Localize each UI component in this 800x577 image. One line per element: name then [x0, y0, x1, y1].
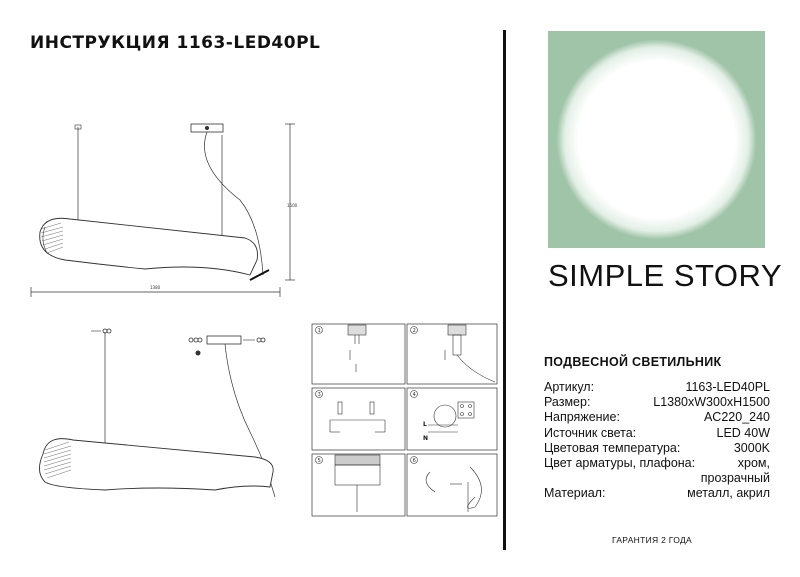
- step-5-number: 5: [317, 458, 321, 464]
- spec-value: металл, акрил: [687, 486, 770, 501]
- brand-logo: [548, 31, 765, 248]
- spec-label: Размер:: [544, 395, 591, 410]
- step-6-number: 6: [412, 458, 416, 464]
- page-title: ИНСТРУКЦИЯ 1163-LED40PL: [30, 33, 321, 53]
- warranty-note: ГАРАНТИЯ 2 ГОДА: [612, 535, 692, 545]
- installation-steps: [310, 322, 500, 518]
- step-4-number: 4: [412, 392, 416, 398]
- step-3-number: 3: [317, 392, 321, 398]
- product-drawing-top: [25, 115, 300, 305]
- spec-value: L1380xW300xH1500: [653, 395, 770, 410]
- step-4-panel: [407, 388, 497, 450]
- dimension-length: 1380: [150, 285, 161, 290]
- spec-row-article: [544, 380, 770, 395]
- spec-value: 3000K: [733, 440, 770, 455]
- spec-row-material: [544, 486, 770, 501]
- step-6-panel: [407, 454, 497, 516]
- spec-label: Материал:: [544, 486, 606, 501]
- spec-value-continued: прозрачный: [700, 471, 770, 486]
- spec-row-size: [544, 395, 770, 410]
- product-type: ПОДВЕСНОЙ СВЕТИЛЬНИК: [544, 355, 722, 369]
- spec-value: LED 40W: [716, 425, 770, 440]
- brand-name-part2: STORY: [673, 258, 783, 293]
- spec-label: Цвет арматуры, плафона:: [544, 456, 696, 471]
- spec-row-finish: [544, 456, 770, 471]
- spec-row-source: [544, 426, 770, 441]
- spec-row-voltage: [544, 410, 770, 425]
- spec-label: Артикул:: [544, 380, 595, 394]
- brand-name-part1: SIMPLE: [548, 258, 665, 293]
- logo-circle: [557, 40, 757, 240]
- spec-label: Напряжение:: [544, 410, 620, 425]
- brand-name: [548, 258, 782, 294]
- wire-label-live: L: [423, 421, 427, 428]
- spec-value: хром,: [737, 456, 770, 471]
- step-1-number: 1: [317, 328, 321, 334]
- spec-row-temperature: [544, 441, 770, 456]
- spec-label: Источник света:: [544, 425, 637, 440]
- dimension-height: 1500: [287, 203, 298, 208]
- spec-label: Цветовая температура:: [544, 440, 681, 455]
- spec-value: 1163-LED40PL: [685, 380, 770, 394]
- step-2-number: 2: [412, 328, 416, 334]
- vertical-divider: [503, 30, 506, 550]
- step-3-panel: [312, 388, 405, 450]
- wire-label-neutral: N: [423, 435, 429, 442]
- spec-list: [544, 380, 770, 502]
- spec-value: AC220_240: [703, 410, 770, 425]
- product-drawing-bottom: [25, 322, 315, 522]
